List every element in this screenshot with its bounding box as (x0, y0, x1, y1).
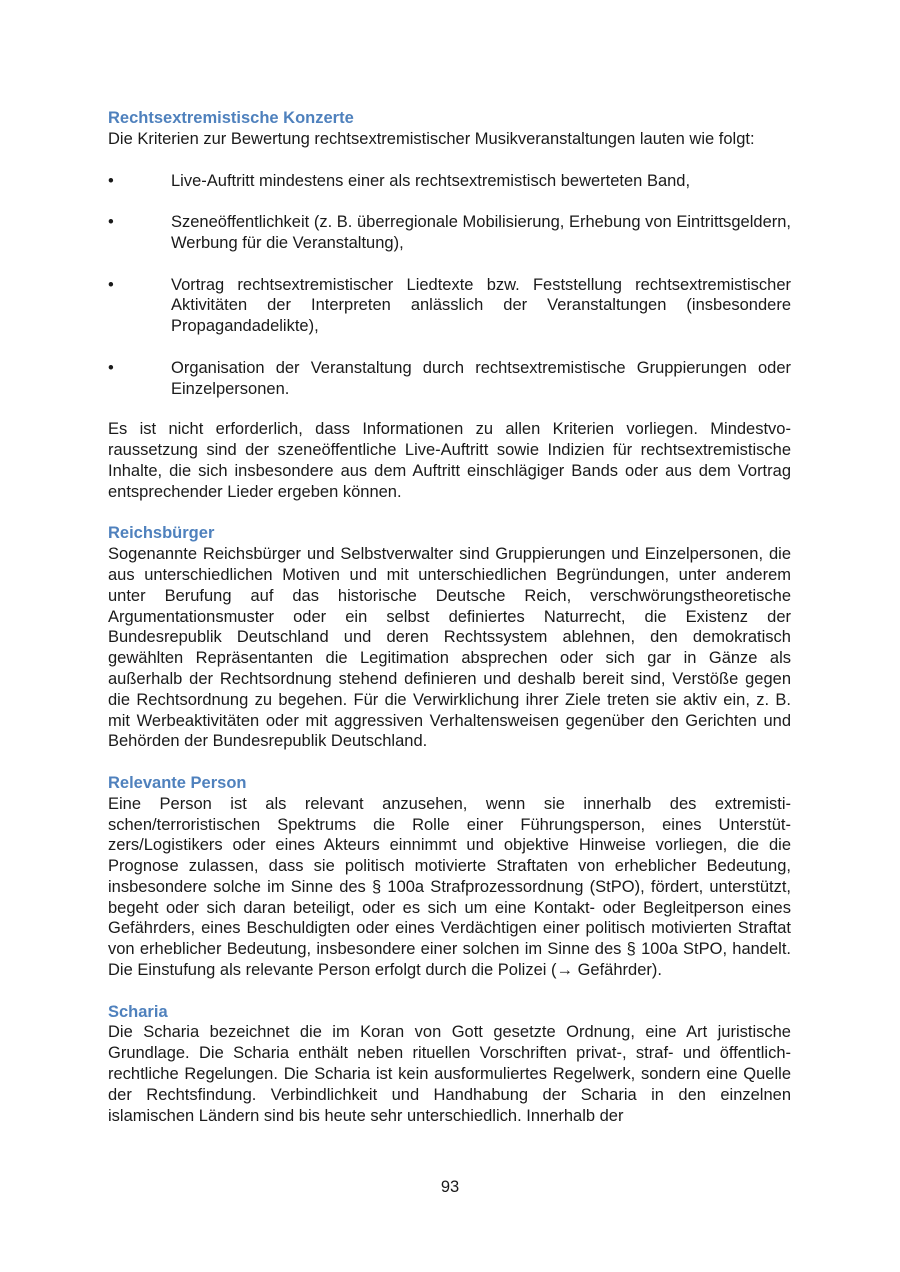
reichsbuerger-text: Sogenannte Reichsbürger und Selbstverwalter sind Gruppierungen und Einzelpersonen, die aus unterschiedlichen Motiven und mit unterschiedlichen Begründungen, unter anderem unter Berufung auf das historische Deutsche Reich, verschwörungstheoretische Argumentationsmuster oder ein selbst definiertes Naturrecht, die Existenz der Bundesrepublik Deutschland und deren Rechtssystem ablehnen, den demokratisch gewählten Repräsentanten die Legitimation absprechen oder sich gar in Gänze als außerhalb der Rechtsordnung stehend definieren und deshalb bereit sind, Verstöße gegen die Rechtsordnung zu begehen. Für die Verwirklichung ihrer Ziele treten sie aktiv ein, z. B. mit Werbeaktivitäten oder mit aggressiven Verhaltensweisen gegenüber den Gerichten und Behörden der Bundesrepublik Deutschland. (108, 545, 791, 751)
konzerte-outro: Es ist nicht erforderlich, dass Informationen zu allen Kriterien vorliegen. Mindestvoraussetzung sind der szeneöffentliche Live-Auftritt sowie Indizien für rechtsextremistische Inhalte, die sich insbesondere aus dem Auftritt einschlägiger Bands oder aus dem Vortrag entsprechender Lieder ergeben können. (108, 420, 791, 501)
section-spacer (108, 503, 791, 524)
section-spacer (108, 981, 791, 1002)
list-item-text: Szeneöffentlichkeit (z. B. überregionale Mobilisierung, Erhebung von Eintrittsgeldern, Werbung für die Veranstaltung), (171, 213, 791, 252)
list-item (108, 275, 791, 337)
konzerte-intro: Die Kriterien zur Bewertung rechtsextremistischer Musikveranstaltungen lauten wie folgt: (108, 129, 755, 148)
list-item-text: Organisation der Veranstaltung durch rechtsextremistische Gruppierungen oder Einzelpersonen. (171, 358, 791, 398)
page-number: 93 (440, 1178, 460, 1196)
list-item (108, 358, 791, 400)
heading-scharia: Scharia (108, 1002, 168, 1021)
heading-reichsbuerger: Reichsbürger (108, 524, 215, 543)
list-item-text: Live-Auftritt mindestens einer als rechtsextremistisch bewerteten Band, (171, 171, 691, 190)
relevante-person-text: Eine Person ist als relevant anzusehen, wenn sie innerhalb des extremistischen/terroristischen Spektrums die Rolle einer Führungsperson, eines Unterstützers/Logistikers oder eines Akteurs einnimmt und objektive Hinweise vorliegen, die die Prognose zulassen, dass sie politisch motivierte Straftaten von erheblicher Bedeutung, insbesondere solche im Sinne des § 100a Strafprozessordnung (StPO), fördert, unterstützt, begeht oder sich daran beteiligt, oder es sich um eine Kontakt- oder Begleitperson eines Gefährders, eines Beschuldigten oder eines Verdächtigen einer politisch motivierten Straftat von erheblicher Bedeutung, insbesondere einer solchen im Sinne des § 100a StPO, handelt. Die Einstufung als relevante Person erfolgt durch die Polizei (→ Gefährder). (108, 794, 791, 980)
list-item-text: Vortrag rechtsextremistischer Liedtexte bzw. Feststellung rechtsextremistischer Aktivitäten der Interpreten anlässlich der Veranstaltungen (insbesondere Propagandadelikte), (171, 275, 791, 336)
section-spacer (108, 752, 791, 773)
list-item (108, 212, 791, 254)
scharia-text: Die Scharia bezeichnet die im Koran von Gott gesetzte Ordnung, eine Art juristische Grundlage. Die Scharia enthält neben rituellen Vorschriften privat-, straf- und öffentlich-rechtliche Regelungen. Die Scharia ist kein ausformuliertes Regelwerk, sondern eine Quelle der Rechtsfindung. Verbindlichkeit und Handhabung der Scharia in den einzelnen islamischen Ländern sind bis heute sehr unterschiedlich. Innerhalb der (108, 1023, 791, 1125)
bullet-icon: • (108, 275, 114, 294)
bullet-icon: • (108, 213, 114, 232)
list-item (108, 171, 791, 192)
bullet-icon: • (108, 358, 114, 377)
heading-rechtsextremistische-konzerte: Rechtsextremistische Konzerte (108, 109, 354, 127)
heading-relevante-person: Relevante Person (108, 773, 247, 792)
criteria-list (108, 171, 791, 400)
document-page (108, 108, 791, 1126)
bullet-icon: • (108, 171, 114, 190)
